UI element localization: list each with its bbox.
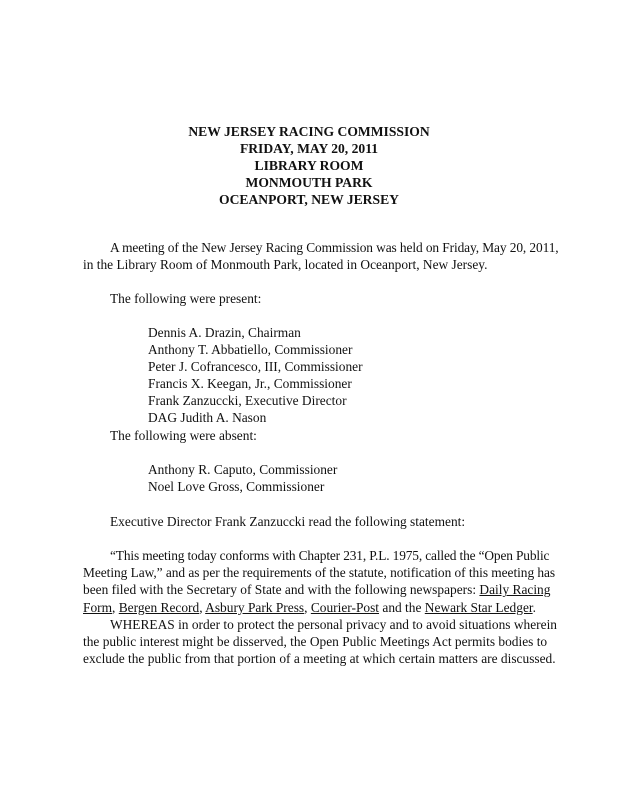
- statement-line-1: “This meeting today conforms with Chapter 231, P.L. 1975, called the “Open Public: [110, 548, 550, 563]
- newspaper-daily-racing-form: Form: [83, 599, 113, 615]
- newspaper-courier-post: Courier-Post: [310, 599, 380, 615]
- separator: ,: [304, 599, 308, 615]
- statement-line-3: [83, 581, 551, 598]
- newspaper-newark-star-ledger: Newark Star Ledger: [424, 599, 533, 615]
- absent-list: [148, 461, 337, 495]
- statement-line-3-text: been filed with the Secretary of State and with the following newspapers:: [83, 582, 477, 598]
- list-item: DAG Judith A. Nason: [148, 410, 267, 426]
- intro-line-1: A meeting of the New Jersey Racing Commission was held on Friday, May 20, 2011,: [110, 240, 559, 255]
- present-label: The following were present:: [110, 291, 262, 306]
- intro-line-2: in the Library Room of Monmouth Park, located in Oceanport, New Jersey.: [83, 257, 488, 273]
- list-item: Frank Zanzuccki, Executive Director: [148, 393, 347, 409]
- heading-room: LIBRARY ROOM: [254, 158, 364, 173]
- heading-commission: NEW JERSEY RACING COMMISSION: [188, 124, 430, 139]
- conjunction: and the: [382, 599, 422, 615]
- whereas-paragraph: [83, 616, 557, 668]
- list-item: Dennis A. Drazin, Chairman: [148, 325, 301, 340]
- heading-location: OCEANPORT, NEW JERSEY: [219, 192, 399, 207]
- whereas-line-3: exclude the public from that portion of a meeting at which certain matters are discussed.: [83, 651, 556, 667]
- heading-date: FRIDAY, MAY 20, 2011: [239, 141, 379, 156]
- statement-line-2: Meeting Law,” and as per the requirements of the statute, notification of this meeting has: [83, 565, 556, 581]
- newspaper-daily-racing: Daily Racing: [479, 582, 551, 598]
- newspaper-asbury-park-press: Asbury Park Press: [205, 599, 305, 615]
- list-item: Noel Love Gross, Commissioner: [148, 479, 325, 495]
- period: .: [532, 599, 536, 615]
- statement-paragraph: [83, 547, 556, 616]
- absent-label: The following were absent:: [110, 428, 257, 443]
- newspaper-bergen-record: Bergen Record: [118, 599, 200, 615]
- separator: ,: [112, 599, 116, 615]
- statement-line-4: [83, 599, 538, 616]
- list-item: Peter J. Cofrancesco, III, Commissioner: [148, 359, 363, 375]
- separator: ,: [199, 599, 203, 615]
- whereas-line-1: WHEREAS in order to protect the personal privacy and to avoid situations wherein: [110, 617, 557, 632]
- list-item: Anthony R. Caputo, Commissioner: [148, 462, 338, 477]
- present-list: [148, 324, 363, 427]
- statement-intro: Executive Director Frank Zanzuccki read the following statement:: [110, 514, 466, 529]
- list-item: Anthony T. Abbatiello, Commissioner: [148, 342, 353, 358]
- heading-venue: MONMOUTH PARK: [245, 175, 373, 190]
- list-item: Francis X. Keegan, Jr., Commissioner: [148, 376, 352, 392]
- document-heading: [0, 123, 618, 208]
- intro-paragraph: [83, 239, 559, 273]
- whereas-line-2: the public interest might be disserved, the Open Public Meetings Act permits bodies to: [83, 634, 548, 650]
